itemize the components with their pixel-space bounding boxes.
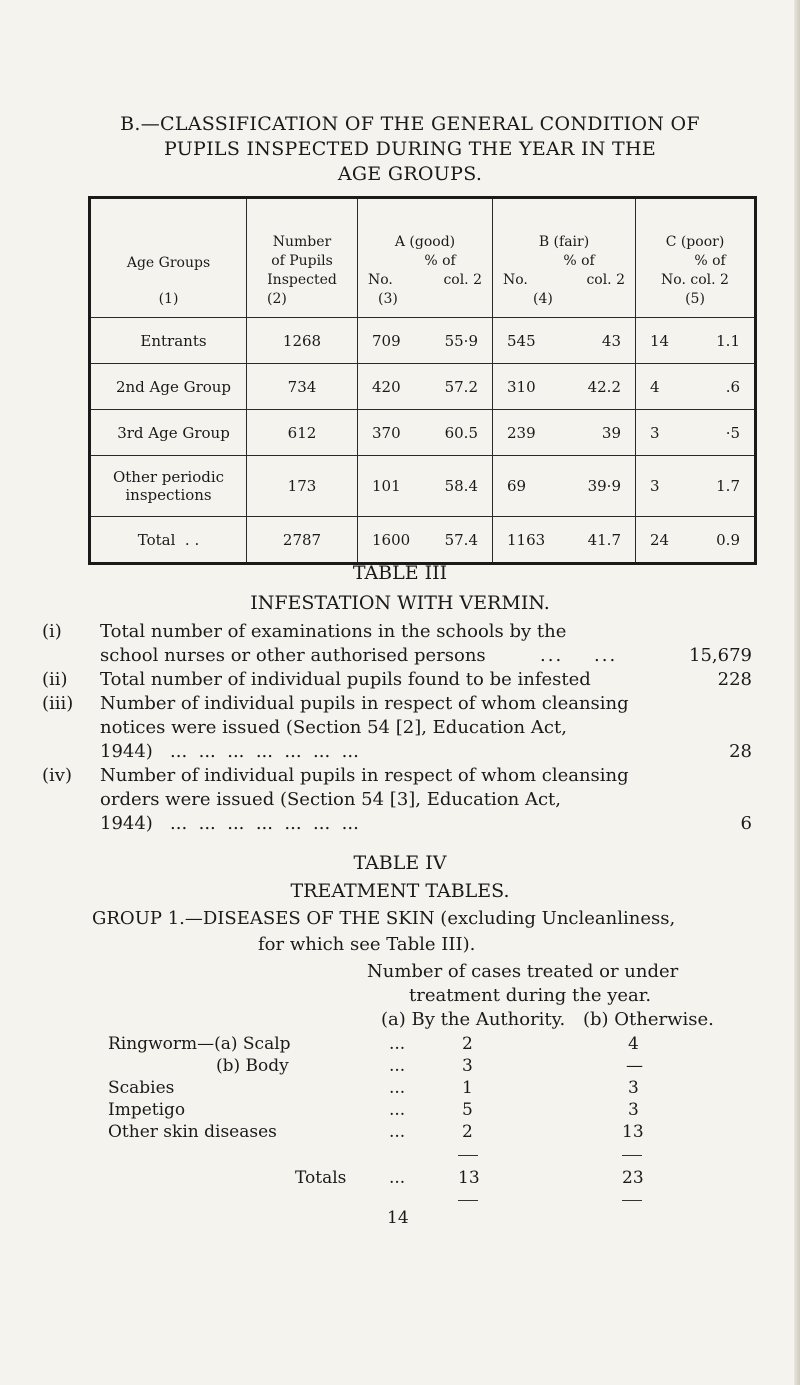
item-line-1: Total number of examinations in the schools by the [100, 621, 567, 642]
fair-cell [493, 318, 636, 364]
fair-no: 1163 [507, 530, 546, 549]
list-item [42, 668, 752, 692]
header-fair [493, 198, 636, 318]
heading-line-2: PUPILS INSPECTED DURING THE YEAR IN THE [163, 138, 657, 160]
fair-cell [493, 410, 636, 456]
fair-cell [493, 364, 636, 410]
header-age-groups [90, 198, 247, 318]
fair-cell [493, 517, 636, 564]
good-cell [358, 517, 493, 564]
treat-row-label: Other skin diseases [108, 1122, 277, 1142]
treat-row-a: 2 [462, 1122, 473, 1142]
table4-title: TABLE IV [353, 852, 447, 874]
table-row [90, 318, 756, 364]
item-value: 28 [729, 741, 752, 762]
item-line-2: notices were issued (Section 54 [2], Education Act, [100, 717, 567, 738]
item-line-2: school nurses or other authorised persons [100, 645, 486, 666]
header-number-inspected [247, 198, 358, 318]
poor-cell [636, 410, 756, 456]
row-label: Entrants [90, 318, 247, 364]
treat-row-label: Scabies [108, 1078, 175, 1098]
treat-row-dots: ... [389, 1078, 406, 1098]
header-fair-no: No. [503, 272, 528, 288]
good-no: 101 [372, 477, 401, 495]
poor-no: 24 [650, 530, 670, 549]
poor-no: 3 [650, 477, 660, 495]
row-label: Total . . [90, 517, 247, 564]
inspected-cell: 2787 [247, 517, 358, 564]
poor-pct: .6 [725, 377, 740, 396]
totals-label: Totals [295, 1168, 347, 1188]
row-label: 3rd Age Group [90, 410, 247, 456]
header-good [358, 198, 493, 318]
poor-no: 4 [650, 377, 660, 396]
row-label-line-2: inspections [125, 486, 212, 504]
item-line-1: Number of individual pupils in respect of whom cleansing [100, 693, 629, 714]
item-line-3: 1944) [100, 813, 153, 834]
table3-subtitle: INFESTATION WITH VERMIN. [250, 592, 550, 614]
header-poor-no: No. col. 2 [661, 272, 729, 288]
inspected-cell: 612 [247, 410, 358, 456]
inspected-cell: 173 [247, 456, 358, 517]
poor-pct: ·5 [725, 423, 740, 442]
item-line-1: Total number of individual pupils found to be infested [100, 669, 591, 690]
header-good-pct: % of [424, 253, 456, 269]
header-col-1-num: (1) [158, 291, 179, 307]
poor-pct: 1.7 [716, 477, 740, 495]
header-good-col: col. 2 [443, 272, 482, 288]
fair-pct: 41.7 [587, 530, 621, 549]
list-item [42, 620, 752, 668]
item-leader-dots: ... ... ... ... ... ... ... [170, 741, 359, 762]
good-cell [358, 456, 493, 517]
good-pct: 57.2 [444, 377, 478, 396]
header-fair-col: col. 2 [586, 272, 625, 288]
inspected-cell: 1268 [247, 318, 358, 364]
table-row [90, 364, 756, 410]
poor-pct: 0.9 [716, 530, 740, 549]
table4-subtitle: TREATMENT TABLES. [290, 880, 510, 902]
section-heading [60, 112, 760, 187]
good-no: 709 [372, 331, 401, 350]
totals-b: 23 [622, 1168, 644, 1188]
treat-row-dots: ... [389, 1122, 406, 1142]
item-value: 6 [740, 813, 752, 834]
good-no: 420 [372, 377, 401, 396]
treat-row-a: 1 [462, 1078, 473, 1098]
page-number: 14 [387, 1208, 409, 1228]
row-label-line-1: Other periodic [112, 468, 225, 486]
item-leader-dots: ... ... [540, 645, 618, 666]
sum-rule [622, 1200, 642, 1201]
group-heading-line-1: GROUP 1.—DISEASES OF THE SKIN (excluding Uncleanliness, [92, 908, 676, 929]
poor-no: 14 [650, 331, 670, 350]
fair-pct: 39 [601, 423, 621, 442]
treat-row-dots: ... [389, 1056, 406, 1076]
header-poor-title: C (poor) [665, 234, 725, 250]
item-number: (i) [42, 621, 62, 642]
fair-pct: 43 [601, 331, 621, 350]
treat-row-a: 5 [462, 1100, 473, 1120]
sum-rule [458, 1155, 478, 1156]
list-item [42, 692, 752, 764]
heading-line-1: B.—CLASSIFICATION OF THE GENERAL CONDITION OF [120, 113, 700, 135]
item-number: (ii) [42, 669, 68, 690]
col-b-head: (b) Otherwise. [583, 1009, 714, 1030]
page-edge-shadow [794, 0, 800, 1385]
totals-dots: ... [389, 1168, 406, 1188]
poor-cell [636, 456, 756, 517]
item-line-3: 1944) [100, 741, 153, 762]
heading-line-3: AGE GROUPS. [337, 163, 483, 185]
good-pct: 57.4 [444, 530, 478, 549]
header-good-title: A (good) [394, 234, 456, 250]
fair-pct: 42.2 [587, 377, 621, 396]
header-col-3-num: (3) [378, 291, 398, 307]
good-pct: 58.4 [444, 477, 478, 495]
treat-row-b: — [626, 1056, 643, 1076]
table-row-total [90, 517, 756, 564]
inspected-cell: 734 [247, 364, 358, 410]
fair-no: 545 [507, 331, 536, 350]
treat-row-a: 3 [462, 1056, 473, 1076]
item-value: 228 [717, 669, 752, 690]
treat-row-dots: ... [389, 1034, 406, 1054]
table-row [90, 410, 756, 456]
header-col-5-num: (5) [685, 291, 705, 307]
poor-pct: 1.1 [716, 331, 740, 350]
item-number: (iii) [42, 693, 74, 714]
row-label: 2nd Age Group [90, 364, 247, 410]
good-no: 370 [372, 423, 401, 442]
treat-row-b: 13 [622, 1122, 644, 1142]
totals-a: 13 [458, 1168, 480, 1188]
header-fair-title: B (fair) [538, 234, 590, 250]
fair-cell [493, 456, 636, 517]
item-line-2: orders were issued (Section 54 [3], Education Act, [100, 789, 561, 810]
treat-row-label: Impetigo [108, 1100, 186, 1120]
sum-rule [622, 1155, 642, 1156]
good-pct: 60.5 [444, 423, 478, 442]
group-heading-line-2: for which see Table III). [258, 934, 476, 955]
item-value: 15,679 [689, 645, 752, 666]
col-head-line-2: treatment during the year. [409, 985, 652, 1006]
header-col-4-num: (4) [533, 291, 553, 307]
sum-rule [458, 1200, 478, 1201]
good-cell [358, 364, 493, 410]
poor-cell [636, 517, 756, 564]
row-label [90, 456, 247, 517]
col-a-head: (a) By the Authority. [381, 1009, 566, 1030]
item-leader-dots: ... ... ... ... ... ... ... [170, 813, 359, 834]
table3-title: TABLE III [352, 562, 448, 584]
header-poor-pct: % of [694, 253, 726, 269]
treat-row-b: 3 [628, 1100, 639, 1120]
good-no: 1600 [372, 530, 411, 549]
poor-cell [636, 318, 756, 364]
treat-row-label: (b) Body [216, 1056, 289, 1076]
treat-row-dots: ... [389, 1100, 406, 1120]
header-poor [636, 198, 756, 318]
table-header-row [90, 198, 756, 318]
header-age-groups-label: Age Groups [126, 255, 211, 271]
treat-row-a: 2 [462, 1034, 473, 1054]
treat-row-b: 4 [628, 1034, 639, 1054]
poor-no: 3 [650, 423, 660, 442]
fair-no: 310 [507, 377, 536, 396]
item-number: (iv) [42, 765, 72, 786]
header-good-no: No. [368, 272, 393, 288]
col-head-line-1: Number of cases treated or under [367, 961, 679, 982]
fair-no: 239 [507, 423, 536, 442]
poor-cell [636, 364, 756, 410]
fair-no: 69 [507, 477, 527, 495]
table-row [90, 456, 756, 517]
good-pct: 55·9 [444, 331, 478, 350]
fair-pct: 39·9 [587, 477, 621, 495]
treat-row-label: Ringworm—(a) Scalp [108, 1034, 291, 1054]
good-cell [358, 410, 493, 456]
header-number-l1: Number [272, 234, 332, 250]
header-col-2-num: (2) [267, 291, 287, 307]
good-cell [358, 318, 493, 364]
item-line-1: Number of individual pupils in respect of whom cleansing [100, 765, 629, 786]
header-fair-pct: % of [563, 253, 595, 269]
treat-row-b: 3 [628, 1078, 639, 1098]
classification-table [88, 196, 757, 565]
header-number-l2: of Pupils [271, 253, 333, 269]
header-number-l3: Inspected [267, 272, 337, 288]
list-item [42, 764, 752, 836]
